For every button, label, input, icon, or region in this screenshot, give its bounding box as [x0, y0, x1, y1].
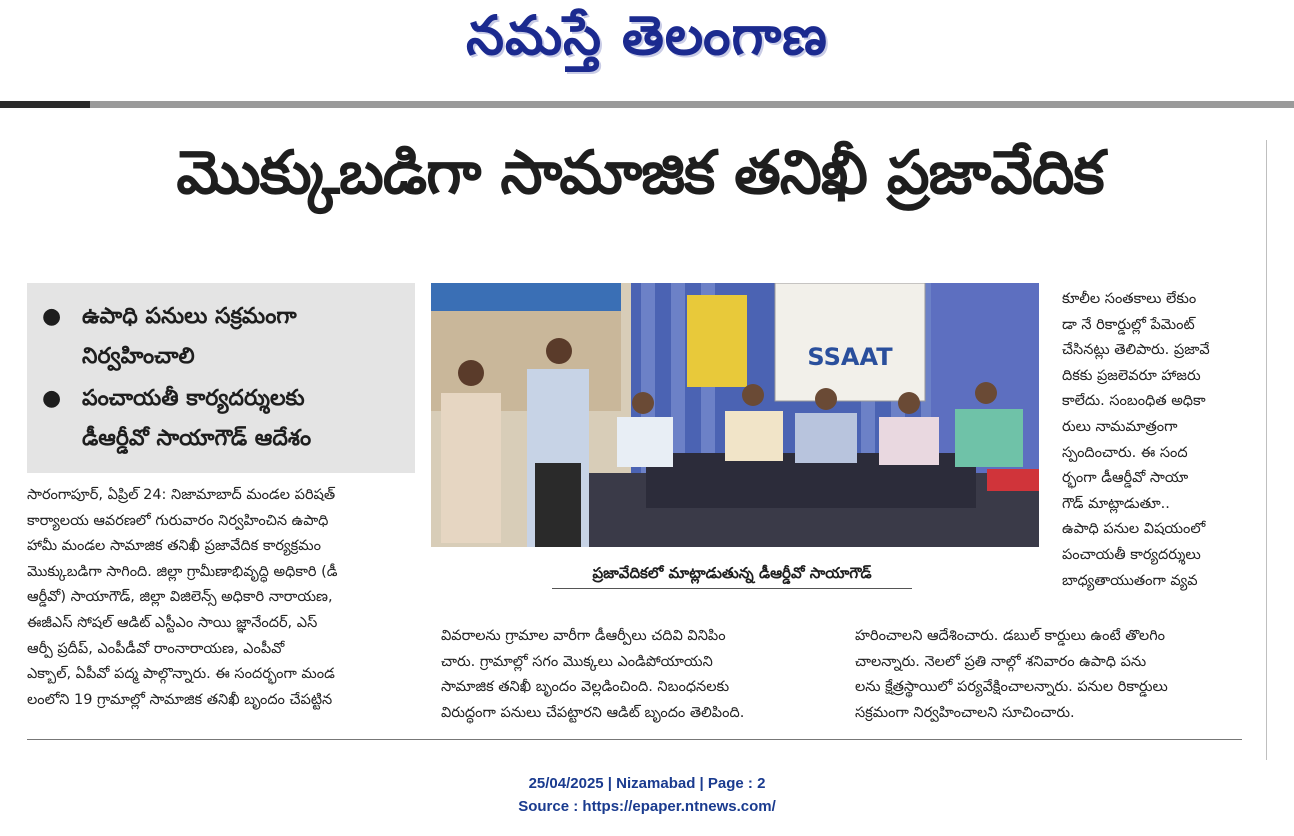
masthead-rule — [0, 101, 1294, 108]
text-line: రులు నామమాత్రంగా — [1062, 418, 1178, 435]
article-photo — [431, 283, 1039, 547]
text-line: డా నే రికార్డుల్లో పేమెంట్ — [1062, 316, 1195, 333]
text-line: లను క్షేత్రస్థాయిలో పర్యవేక్షించాలన్నారు. పనుల రికార్డులు — [855, 679, 1168, 696]
text-line: ర్భంగా డీఆర్డీవో సాయా — [1062, 470, 1189, 487]
meeting-photo-illustration — [431, 283, 1039, 547]
text-line: సామాజిక తనిఖీ బృందం వెల్లడించింది. నిబంధనలకు — [441, 679, 730, 696]
text-line: ఈజీఎస్ సోషల్ ఆడిట్ ఎస్టీఎం సాయి జ్ఞానేందర్, ఎస్ — [27, 614, 318, 631]
text-line: కాలేదు. సంబంధిత అధికా — [1062, 393, 1206, 410]
photo-caption: ప్రజావేదికలో మాట్లాడుతున్న డీఆర్డీవో సాయాగౌడ్ — [552, 560, 912, 589]
text-line: లంలోని 19 గ్రామాల్లో సామాజిక తనిఖీ బృందం చేపట్టిన — [27, 691, 333, 708]
text-line: హరించాలని ఆదేశించారు. డబుల్ కార్డులు ఉంటే తొలగిం — [855, 628, 1166, 644]
text-line: కూలీల సంతకాలు లేకుం — [1062, 291, 1197, 307]
article-column-3-bottom — [855, 624, 1246, 726]
article-headline: మొక్కుబడిగా సామాజిక తనిఖీ ప్రజావేదిక — [176, 138, 1104, 208]
text-line: వివరాలను గ్రామాల వారీగా డీఆర్పీలు చదివి వినిపిం — [441, 628, 726, 644]
text-line: మొక్కుబడిగా సాగింది. జిల్లా గ్రామీణాభివృద్ధి అధికారి (డీ — [27, 563, 338, 580]
text-line: సక్రమంగా నిర్వహించాలని సూచించారు. — [855, 704, 1075, 721]
bottom-divider — [27, 739, 1242, 740]
article-column-1 — [27, 483, 416, 713]
text-line: గౌడ్ మాట్లాడుతూ.. — [1062, 495, 1170, 512]
text-line: స్పందించారు. ఈ సంద — [1062, 444, 1188, 461]
column-divider — [1266, 140, 1267, 760]
banner-text: SSAAT — [807, 343, 893, 371]
text-line: పంచాయతీ కార్యదర్శులు — [1062, 546, 1201, 563]
highlight-line: పంచాయతీ కార్యదర్శులకు — [82, 386, 305, 411]
text-line: కార్యాలయ ఆవరణలో గురువారం నిర్వహించిన ఉపాధి — [27, 512, 329, 529]
text-line: ఉపాధి పనుల విషయంలో — [1062, 521, 1206, 538]
text-line: హామీ మండల సామాజిక తనిఖీ ప్రజావేదిక కార్యక్రమం — [27, 538, 321, 555]
text-line: చారు. గ్రామాల్లో సగం మొక్కలు ఎండిపోయాయని — [441, 653, 713, 670]
text-line: చేసినట్లు తెలిపారు. ప్రజావే — [1062, 342, 1210, 359]
footer-source-link[interactable]: Source : https://epaper.ntnews.com/ — [518, 798, 776, 815]
highlights-box — [27, 283, 415, 473]
bullet-icon: ● — [42, 386, 62, 411]
bullet-icon: ● — [42, 304, 62, 329]
footer-date-line: 25/04/2025 | Nizamabad | Page : 2 — [528, 775, 766, 792]
text-line: బాధ్యతాయుతంగా వ్యవ — [1062, 572, 1198, 589]
text-line: విరుద్ధంగా పనులు చేపట్టారని ఆడిట్ బృందం తెలిపింది. — [441, 704, 745, 721]
masthead — [0, 0, 1294, 100]
text-line: ఆర్పీ ప్రదీప్, ఎంపీడీవో రాంనారాయణ, ఎంపీవో — [27, 640, 285, 657]
newspaper-logo: నమస్తే తెలంగాణ — [466, 4, 828, 67]
masthead-rule-accent — [0, 101, 90, 108]
text-line: చాలన్నారు. నెలలో ప్రతి నాల్గో శనివారం ఉపాధి పను — [855, 653, 1147, 670]
text-line: సారంగాపూర్, ఏప్రిల్ 24: నిజామాబాద్ మండల పరిషత్ — [27, 487, 336, 503]
highlight-line: నిర్వహించాలి — [82, 344, 195, 369]
text-line: ఎక్బాల్, ఏపీవో పద్మ పాల్గొన్నారు. ఈ సందర్భంగా మండ — [27, 666, 335, 683]
text-line: దికకు ప్రజలెవరూ హాజరు — [1062, 367, 1201, 384]
article-column-3-top — [1062, 287, 1246, 594]
text-line: ఆర్డీవో) సాయాగౌడ్, జిల్లా విజిలెన్స్ అధికారి నారాయణ, — [27, 589, 333, 606]
article-column-2 — [441, 624, 830, 726]
highlight-line: డీఆర్డీవో సాయాగౌడ్ ఆదేశం — [82, 426, 312, 451]
highlight-line: ఉపాధి పనులు సక్రమంగా — [82, 304, 297, 329]
